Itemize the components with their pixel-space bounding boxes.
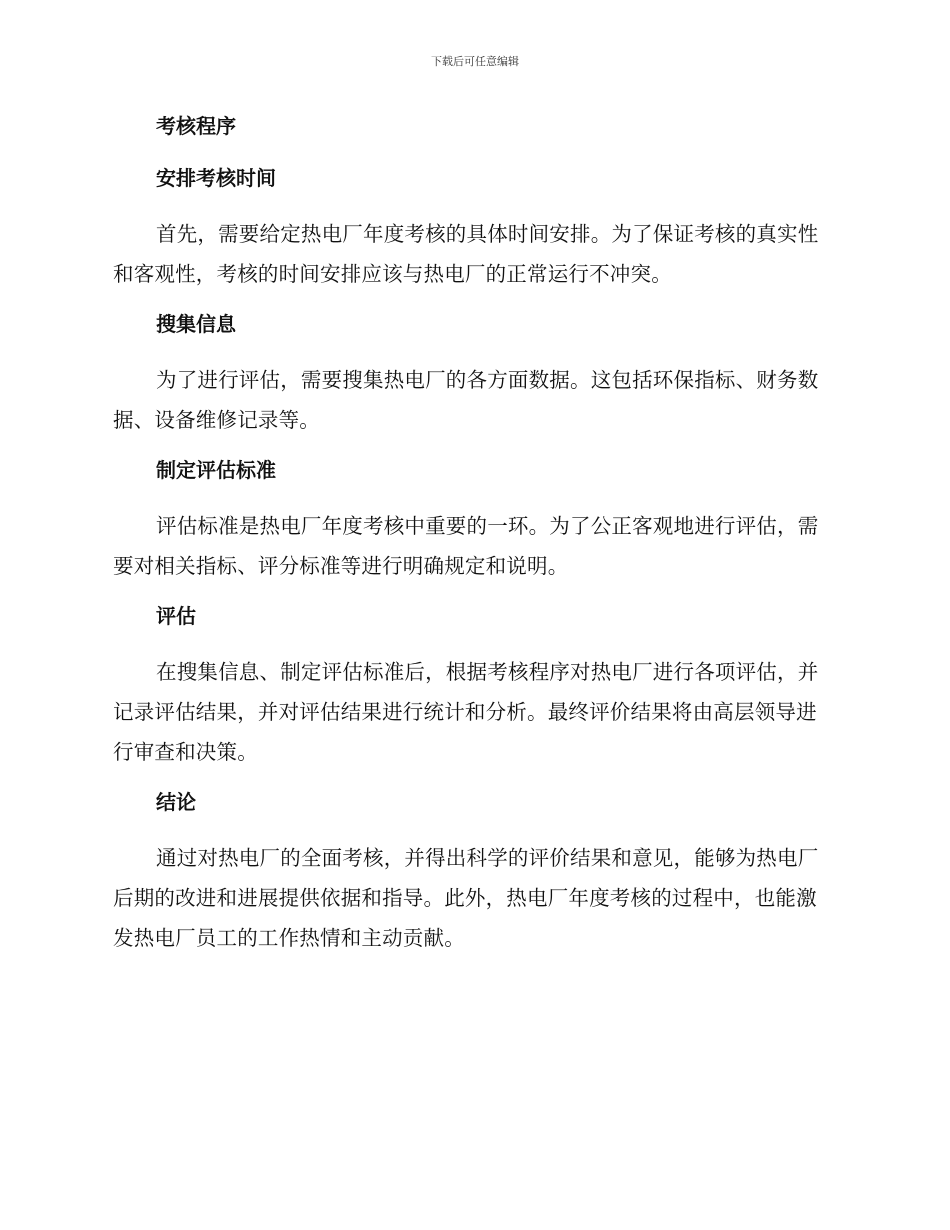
heading-assessment-procedure: 考核程序 [156,114,236,138]
paragraph-schedule: 首先，需要给定热电厂年度考核的具体时间安排。为了保证考核的真实性和客观性，考核的时间安排应该与热电厂的正常运行不冲突。 [113,222,819,286]
paragraph-criteria: 评估标准是热电厂年度考核中重要的一环。为了公正客观地进行评估，需要对相关指标、评分标准等进行明确规定和说明。 [113,514,819,578]
page-header: 下载后可任意编辑 [431,55,519,68]
paragraph-evaluation: 在搜集信息、制定评估标准后，根据考核程序对热电厂进行各项评估，并记录评估结果，并对评估结果进行统计和分析。最终评价结果将由高层领导进行审查和决策。 [113,660,819,764]
document-body [113,110,833,972]
heading-criteria: 制定评估标准 [156,458,276,482]
heading-conclusion: 结论 [156,790,196,814]
heading-collect-info: 搜集信息 [156,312,236,336]
paragraph-conclusion: 通过对热电厂的全面考核，并得出科学的评价结果和意见，能够为热电厂后期的改进和进展提供依据和指导。此外，热电厂年度考核的过程中，也能激发热电厂员工的工作热情和主动贡献。 [113,846,819,950]
paragraph-collect-info: 为了进行评估，需要搜集热电厂的各方面数据。这包括环保指标、财务数据、设备维修记录等。 [113,368,819,432]
heading-schedule: 安排考核时间 [156,166,276,190]
heading-evaluation: 评估 [156,604,196,628]
